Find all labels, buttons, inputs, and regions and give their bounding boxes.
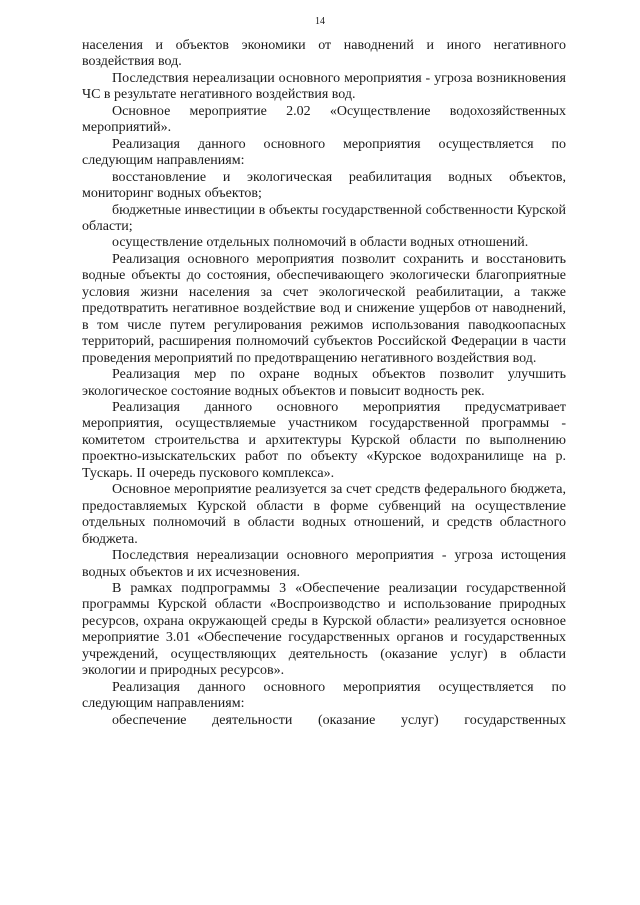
paragraph: Последствия нереализации основного мероприятия - угроза возникновения ЧС в результате негативного воздействия вод. <box>82 70 566 103</box>
paragraph: Основное мероприятие реализуется за счет средств федерального бюджета, предоставляемых Курской области в форме субвенций на осуществление отдельных полномочий в области водных отношений, и средств областного бюджета. <box>82 482 566 547</box>
paragraph: восстановление и экологическая реабилитация водных объектов, мониторинг водных объектов; <box>82 169 566 202</box>
page-number: 14 <box>315 16 325 27</box>
paragraph: бюджетные инвестиции в объекты государственной собственности Курской области; <box>82 202 566 234</box>
paragraph: Последствия нереализации основного мероприятия - угроза истощения водных объектов и их исчезновения. <box>82 548 566 580</box>
paragraph: Реализация мер по охране водных объектов позволит улучшить экологическое состояние водных объектов и повысит водность рек. <box>82 367 566 399</box>
paragraph: В рамках подпрограммы 3 «Обеспечение реализации государственной программы Курской области «Воспроизводство и использование природных ресурсов, охрана окружающей среды в Курской области» реализуется основное мероприятие 3.01 «Обеспечение государственных органов и государственных учреждений, осуществляющих деятельность (оказание услуг) в области экологии и природных ресурсов». <box>82 580 566 679</box>
paragraph: Основное мероприятие 2.02 «Осуществление водохозяйственных мероприятий». <box>82 103 566 136</box>
paragraph: Реализация основного мероприятия позволит сохранить и восстановить водные объекты до состояния, обеспечивающего экологически благоприятные условия жизни населения за счет экологической реабилитации, а также предотвратить негативное воздействие вод и снижение ущербов от наводнений, в том числе путем регулирования режимов использования паводкоопасных территорий, расширения полномочий субъектов Российской Федерации в части проведения мероприятий по предотвращению негативного воздействия вод. <box>82 251 566 366</box>
paragraph: населения и объектов экономики от наводнений и иного негативного воздействия вод. <box>82 38 566 70</box>
paragraph: Реализация данного основного мероприятия предусматривает мероприятия, осуществляемые участником государственной программы - комитетом строительства и архитектуры Курской области по выполнению проектно-изыскательских работ по объекту «Курское водохранилище на р. Тускарь. II очередь пускового комплекса». <box>82 399 566 481</box>
paragraph: обеспечение деятельности (оказание услуг) государственных <box>112 712 566 728</box>
paragraph: осуществление отдельных полномочий в области водных отношений. <box>112 235 529 251</box>
document-body <box>82 38 566 729</box>
paragraph: Реализация данного основного мероприятия осуществляется по следующим направлениям: <box>82 136 566 169</box>
paragraph: Реализация данного основного мероприятия осуществляется по следующим направлениям: <box>82 679 566 712</box>
